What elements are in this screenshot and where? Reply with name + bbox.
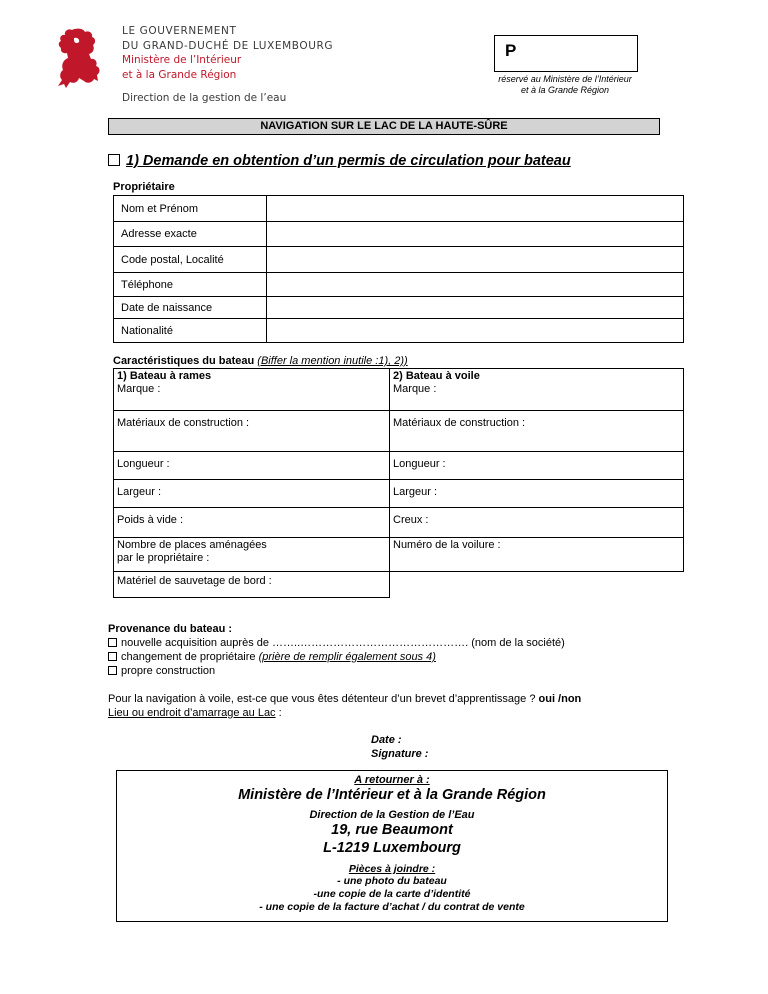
provenance-checkbox-2[interactable] — [108, 652, 117, 661]
attachment-item: - une copie de la facture d’achat / du contrat de vente — [259, 901, 525, 913]
owner-label: Adresse exacte — [114, 222, 267, 247]
poids-label: Poids à vide : — [117, 514, 184, 526]
return-city: L-1219 Luxembourg — [323, 840, 461, 856]
provenance-option-2 — [108, 650, 565, 664]
brevet-question-text: Pour la navigation à voile, est-ce que vous êtes détenteur d’un brevet d’apprentissage ? — [108, 693, 539, 705]
luxembourg-lion-logo — [52, 26, 104, 90]
boat-heading-note: (Biffer la mention inutile :1), 2)) — [257, 355, 408, 367]
marque-label: Marque : — [117, 383, 161, 395]
boat-sauvetage[interactable] — [114, 572, 390, 598]
return-direction: Direction de la Gestion de l’Eau — [309, 809, 475, 821]
places-label-line-1: Nombre de places aménagées — [117, 539, 267, 551]
return-street: 19, rue Beaumont — [331, 822, 453, 838]
longueur-label: Longueur : — [117, 458, 170, 470]
sauvetage-label: Matériel de sauvetage de bord : — [117, 575, 272, 587]
provenance-option-2-note: (prière de remplir également sous 4) — [258, 651, 436, 663]
date-signature — [371, 733, 428, 761]
provenance-checkbox-3[interactable] — [108, 666, 117, 675]
creux-label: Creux : — [393, 514, 429, 526]
boat-rames-largeur[interactable] — [114, 480, 390, 508]
owner-label: Nom et Prénom — [114, 196, 267, 222]
section-title — [108, 153, 571, 169]
gov-line-1: LE GOUVERNEMENT — [122, 25, 237, 37]
boat-voile-largeur[interactable] — [390, 480, 684, 508]
amarrage-suffix: : — [275, 707, 282, 719]
boat-voile-longueur[interactable] — [390, 452, 684, 480]
provenance-section — [108, 622, 565, 678]
largeur-label: Largeur : — [117, 486, 162, 498]
brevet-answer[interactable]: oui /non — [538, 693, 582, 705]
title-banner: NAVIGATION SUR LE LAC DE LA HAUTE-SÛRE — [108, 118, 660, 135]
date-label: Date : — [371, 734, 402, 746]
direction-line: Direction de la gestion de l’eau — [122, 92, 287, 104]
marque-label: Marque : — [393, 383, 437, 395]
reserved-note-line-1: réservé au Ministère de l’Intérieur — [498, 74, 632, 84]
boat-voilure[interactable] — [390, 538, 684, 572]
owner-field-address[interactable] — [267, 222, 684, 247]
provenance-option-3 — [108, 664, 565, 678]
return-address-box — [116, 770, 668, 922]
owner-field-birthdate[interactable] — [267, 297, 684, 319]
reserved-note-line-2: et à la Grande Région — [520, 85, 610, 95]
p-box-label: P — [505, 41, 517, 60]
boat-creux[interactable] — [390, 508, 684, 538]
materiaux-label: Matériaux de construction : — [393, 417, 526, 429]
provenance-option-2-text: changement de propriétaire — [121, 651, 259, 663]
section-title-text: 1) Demande en obtention d’un permis de circulation pour bateau — [126, 153, 571, 169]
owner-label: Téléphone — [114, 273, 267, 297]
gov-line-2: DU GRAND-DUCHÉ DE LUXEMBOURG — [122, 39, 334, 52]
return-ministry: Ministère de l’Intérieur et à la Grande Région — [238, 787, 546, 803]
boat-poids[interactable] — [114, 508, 390, 538]
attachment-item: -une copie de la carte d’identité — [313, 888, 471, 900]
owner-table — [113, 195, 684, 343]
section-checkbox[interactable] — [108, 154, 120, 166]
col2-title: 2) Bateau à voile — [393, 370, 480, 382]
col1-title: 1) Bateau à rames — [117, 370, 212, 382]
boat-rames-materiaux[interactable] — [114, 411, 390, 452]
owner-field-postal[interactable] — [267, 247, 684, 273]
brevet-question — [108, 692, 581, 720]
boat-heading-text: Caractéristiques du bateau — [113, 355, 255, 367]
boat-places[interactable] — [114, 538, 390, 572]
owner-field-phone[interactable] — [267, 273, 684, 297]
ministry-line-2: et à la Grande Région — [122, 68, 237, 81]
amarrage-label: Lieu ou endroit d’amarrage au Lac — [108, 707, 276, 719]
owner-label: Date de naissance — [114, 297, 267, 319]
provenance-heading: Provenance du bateau : — [108, 623, 233, 635]
provenance-checkbox-1[interactable] — [108, 638, 117, 647]
provenance-option-1-text: nouvelle acquisition auprès de ……..………………………………………. (nom de la société) — [121, 637, 565, 649]
boat-heading — [113, 355, 408, 367]
government-name — [122, 24, 333, 82]
reserved-p-box[interactable] — [494, 35, 638, 72]
reserved-note — [480, 74, 650, 96]
provenance-option-1 — [108, 636, 565, 650]
owner-field-nationality[interactable] — [267, 319, 684, 343]
attachment-item: - une photo du bateau — [337, 875, 447, 887]
places-label-line-2: par le propriétaire : — [117, 552, 210, 564]
boat-rames-marque[interactable] — [114, 369, 390, 411]
owner-heading: Propriétaire — [113, 181, 175, 193]
signature-label: Signature : — [371, 748, 429, 760]
owner-field-name[interactable] — [267, 196, 684, 222]
voilure-label: Numéro de la voilure : — [393, 539, 501, 551]
boat-rames-longueur[interactable] — [114, 452, 390, 480]
owner-label: Code postal, Localité — [114, 247, 267, 273]
provenance-option-3-text: propre construction — [121, 665, 216, 677]
materiaux-label: Matériaux de construction : — [117, 417, 250, 429]
longueur-label: Longueur : — [393, 458, 446, 470]
largeur-label: Largeur : — [393, 486, 438, 498]
boat-table — [113, 368, 684, 598]
ministry-line-1: Ministère de l’Intérieur — [122, 54, 242, 66]
boat-voile-materiaux[interactable] — [390, 411, 684, 452]
boat-voile-marque[interactable] — [390, 369, 684, 411]
attachments-heading: Pièces à joindre : — [348, 863, 436, 875]
return-heading: A retourner à : — [354, 774, 430, 786]
owner-label: Nationalité — [114, 319, 267, 343]
